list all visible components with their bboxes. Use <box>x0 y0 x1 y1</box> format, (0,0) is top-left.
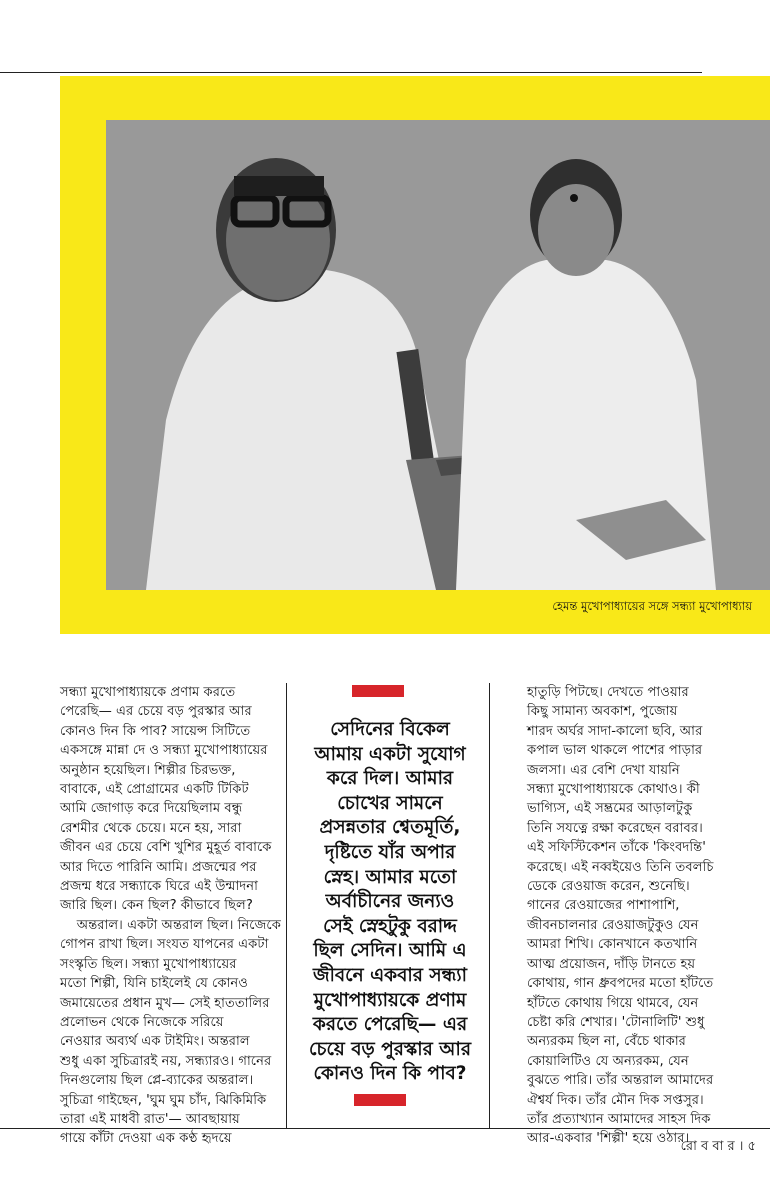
article-column-right <box>527 683 765 1149</box>
bottom-rule <box>0 1128 770 1129</box>
text-line: কোনও দিন কি পাব? সায়েন্স সিটিতে <box>60 723 251 739</box>
text-line: তারা এই মাধবী রাত'— আবছায়ায় <box>60 1111 240 1127</box>
quote-line: চোখের সামনে <box>337 792 443 814</box>
text-line: ঐশ্বর্য দিক। তাঁর মৌন দিক সপ্তসুর। <box>527 1092 704 1108</box>
text-line: আমি জোগাড় করে দিয়েছিলাম বন্ধু <box>60 801 243 817</box>
portrait-photo-icon <box>106 120 770 590</box>
text-line: জীবনচালনার রেওয়াজটুকুও যেন <box>527 917 699 933</box>
text-line: কিছু সামান্য অবকাশ, পুজোয় <box>527 704 678 720</box>
text-line: সন্ধ্যা মুখোপাধ্যায়কে কোথাও। কী <box>527 782 700 798</box>
yellow-accent-block <box>60 76 478 120</box>
quote-line: জীবনে একবার সন্ধ্যা <box>313 964 467 986</box>
text-line: গায়ে কাঁটা দেওয়া এক কণ্ঠ হৃদয়ে <box>60 1131 232 1147</box>
pull-quote-bar-bottom <box>354 1094 406 1106</box>
text-line: তাঁর প্রত্যাখ্যান আমাদের সাহস দিক <box>527 1111 711 1127</box>
text-line: আত্ম প্রয়োজন, দাঁড়ি টানতে হয় <box>527 956 696 972</box>
text-line: তিনি সযত্নে রক্ষা করেছেন বরাবর। <box>527 820 703 836</box>
text-line: জমায়েতের প্রধান মুখ— সেই হাততালির <box>60 995 270 1011</box>
quote-line: মুখোপাধ্যায়কে প্রণাম <box>313 989 467 1011</box>
text-line: সংস্কৃতি ছিল। সন্ধ্যা মুখোপাধ্যায়ের <box>60 956 237 972</box>
text-line: একসঙ্গে মান্না দে ও সন্ধ্যা মুখোপাধ্যায়ের <box>60 743 268 759</box>
text-line: নেওয়ার অব্যর্থ এক টাইমিং। অন্তরাল <box>60 1034 250 1050</box>
quote-line: করতে পেরেছি— এর <box>312 1014 468 1036</box>
text-line: করেছে। এই নব্বইয়েও তিনি তবলচি <box>527 859 714 875</box>
text-line: হাতুড়ি পিটছে। দেখতে পাওয়ার <box>527 685 689 700</box>
text-line: পেরেছি— এর চেয়ে বড় পুরস্কার আর <box>60 704 252 720</box>
text-line: গোপন রাখা ছিল। সংযত যাপনের একটা <box>60 937 269 953</box>
text-line: বাবাকে, এই প্রোগ্রামের একটি টিকিট <box>60 782 249 798</box>
archival-photo <box>106 120 770 590</box>
text-line: মতো শিল্পী, যিনি চাইলেই যে কোনও <box>60 976 248 992</box>
text-line: কোথায়, গান ধ্রুবপদের মতো হাঁটতে <box>527 976 714 992</box>
text-line: প্রজন্ম ধরে সন্ধ্যাকে ঘিরে এই উন্মাদনা <box>60 879 258 895</box>
text-line: রেশমীর থেকে চেয়ে। মনে হয়, সারা <box>60 820 242 836</box>
text-line: শুধু একা সুচিত্রারই নয়, সন্ধ্যারও। গানের <box>60 1053 272 1069</box>
quote-line: ছিল সেদিন। আমি এ <box>313 940 467 962</box>
text-line: কপাল ভাল থাকলে পাশের পাড়ার <box>527 743 703 759</box>
article-column-left <box>60 683 281 1149</box>
quote-line: কোনও দিন কি পাব? <box>313 1063 467 1085</box>
text-line: অন্যরকম ছিল না, বেঁচে থাকার <box>527 1034 686 1050</box>
quote-line: অর্বাচীনের জন্যও <box>325 891 455 913</box>
text-line: জারি ছিল। কেন ছিল? কীভাবে ছিল? <box>60 898 253 914</box>
text-line: শারদ অর্ঘর সাদা-কালো ছবি, আর <box>527 723 703 739</box>
page-folio: রো ব বা র । ৫ <box>680 1139 756 1154</box>
text-line: জলসা। এর বেশি দেখা যায়নি <box>527 762 680 778</box>
text-line: ডেকে রেওয়াজ করেন, শুনেছি। <box>527 879 690 895</box>
text-line: এই সফিস্টিকেশন তাঁকে 'কিংবদন্তি' <box>527 840 706 856</box>
quote-line: সেই স্নেহটুকু বরাদ্দ <box>323 915 457 937</box>
quote-line: স্নেহ। আমার মতো <box>323 866 457 888</box>
text-line: কোয়ালিটিও যে অন্যরকম, যেন <box>527 1053 689 1069</box>
text-line: প্রলোভন থেকে নিজেকে সরিয়ে <box>60 1014 224 1030</box>
text-line: সন্ধ্যা মুখোপাধ্যায়কে প্রণাম করতে <box>60 685 236 700</box>
top-rule <box>0 72 702 73</box>
text-line: জীবন এর চেয়ে বেশি খুশির মুহূর্ত বাবাকে <box>60 840 272 856</box>
pull-quote <box>300 718 480 1087</box>
text-line: হাঁটতে কোথায় গিয়ে থামবে, যেন <box>527 995 699 1011</box>
text-line: চেষ্টা করি শেখার। 'টোনালিটি' শুধু <box>527 1014 705 1030</box>
column-divider-right <box>489 683 490 1128</box>
text-line: আর-একবার 'শিল্পী' হয়ে ওঠার। <box>527 1131 690 1147</box>
quote-line: প্রসন্নতার শ্বেতমূর্তি, <box>319 817 461 839</box>
text-line: আর দিতে পারিনি আমি। প্রজন্মের পর <box>60 859 257 875</box>
text-line: দিনগুলোয় ছিল প্লে-ব্যাকের অন্তরাল। <box>60 1073 254 1089</box>
text-line: অন্তরাল। একটা অন্তরাল ছিল। নিজেকে <box>60 917 281 933</box>
text-line: অনুষ্ঠান হয়েছিল। শিল্পীর চিরভক্ত, <box>60 762 236 778</box>
text-line: আমরা শিখি। কোনখানে কতখানি <box>527 937 698 953</box>
text-line: ভাগ্যিস, এই সম্ভ্রমের আড়ালটুকু <box>527 801 693 817</box>
pull-quote-bar-top <box>352 685 404 697</box>
quote-line: করে দিল। আমার <box>326 768 454 790</box>
quote-line: দৃষ্টিতে যাঁর অপার <box>324 841 456 863</box>
quote-line: চেয়ে বড় পুরস্কার আর <box>308 1038 471 1060</box>
text-line: গানের রেওয়াজের পাশাপাশি, <box>527 898 680 914</box>
quote-line: আমায় একটা সুযোগ <box>314 743 466 765</box>
photo-caption: হেমন্ত মুখোপাধ্যায়ের সঙ্গে সন্ধ্যা মুখোপাধ্যায় <box>552 599 752 613</box>
quote-line: সেদিনের বিকেল <box>330 719 450 740</box>
text-line: সুচিত্রা গাইছেন, 'ঘুম ঘুম চাঁদ, ঝিকিমিকি <box>60 1092 267 1108</box>
column-divider-left <box>286 683 287 1128</box>
text-line: বুঝতে পারি। তাঁর অন্তরাল আমাদের <box>527 1073 714 1089</box>
